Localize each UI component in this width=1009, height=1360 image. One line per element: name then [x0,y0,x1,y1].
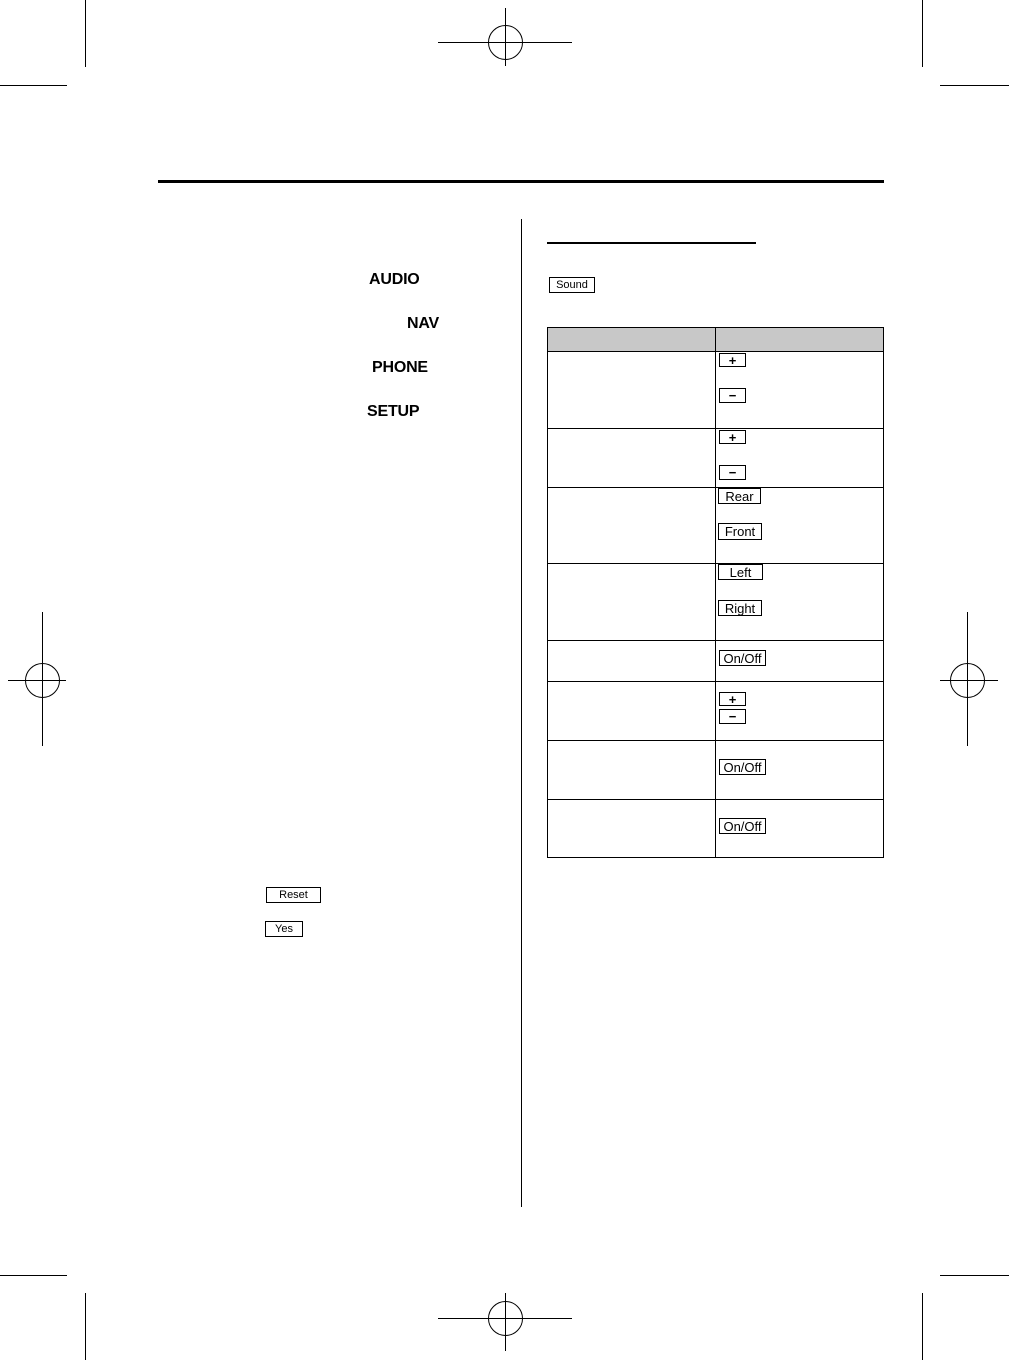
crop-mark [922,0,923,67]
crop-mark [0,1275,67,1276]
registration-mark [967,612,968,746]
rear-button[interactable]: Rear [718,488,761,504]
crop-mark [922,1293,923,1360]
registration-mark [42,612,43,746]
header-rule [158,180,884,183]
right-button[interactable]: Right [718,600,762,616]
crop-mark [940,85,1009,86]
minus-button[interactable]: − [719,709,746,724]
setup-key: SETUP [367,403,420,420]
sound-button[interactable]: Sound [549,277,595,293]
table-row-divider [547,681,884,682]
reset-button[interactable]: Reset [266,887,321,903]
table-row-divider [547,799,884,800]
crop-mark [0,85,67,86]
table-row-divider [547,428,884,429]
table-row-divider [547,563,884,564]
plus-button[interactable]: + [719,430,746,444]
section-heading-rule [547,242,756,244]
minus-button[interactable]: − [719,465,746,480]
registration-mark [505,8,506,66]
crop-mark [85,0,86,67]
front-button[interactable]: Front [718,523,762,540]
minus-button[interactable]: − [719,388,746,403]
table-row-divider [547,640,884,641]
plus-button[interactable]: + [719,692,746,706]
crop-mark [940,1275,1009,1276]
yes-button[interactable]: Yes [265,921,303,937]
left-button[interactable]: Left [718,564,763,580]
on-off-button[interactable]: On/Off [719,650,766,666]
registration-mark [8,680,66,681]
registration-mark [940,680,998,681]
phone-key: PHONE [372,359,428,376]
registration-mark [505,1293,506,1351]
audio-key: AUDIO [369,271,420,288]
table-row-divider [547,487,884,488]
crop-mark [85,1293,86,1360]
table-column-divider [715,327,716,858]
on-off-button[interactable]: On/Off [719,818,766,834]
table-row-divider [547,740,884,741]
column-divider [521,219,522,1207]
on-off-button[interactable]: On/Off [719,759,766,775]
nav-key: NAV [407,315,439,332]
plus-button[interactable]: + [719,353,746,367]
